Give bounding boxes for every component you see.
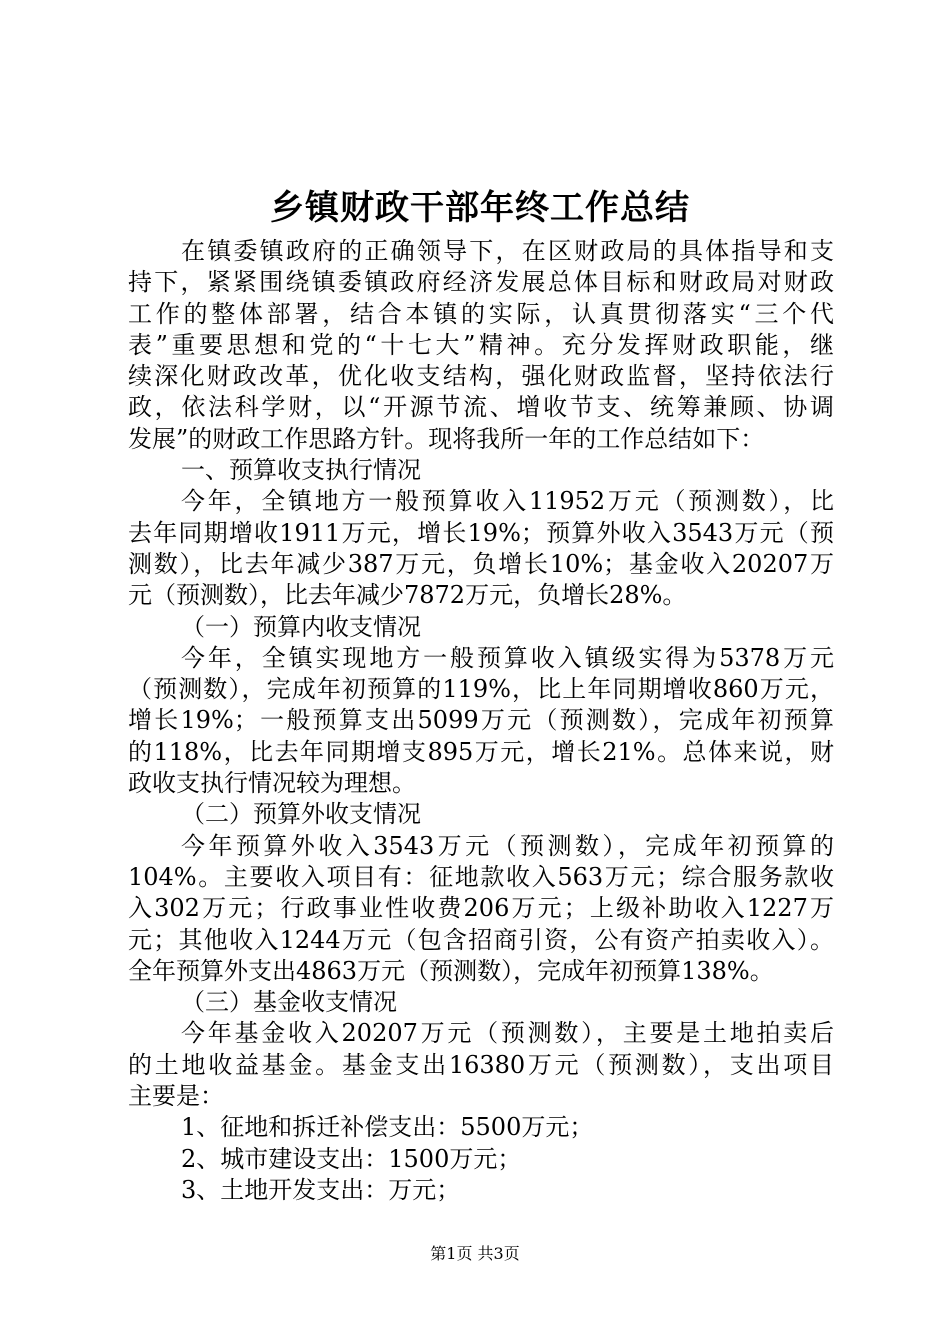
text-line: 104%。主要收入项目有：征地款收入563万元；综合服务款收 [128, 862, 834, 891]
subsection-heading: （一）预算内收支情况 [181, 612, 421, 641]
section-heading: 一、预算收支执行情况 [181, 456, 421, 485]
text-line: 今年，全镇地方一般预算收入11952万元（预测数），比 [181, 487, 834, 516]
text-line: （预测数），完成年初预算的119%，比上年同期增收860万元， [128, 675, 834, 704]
text-line: 持下，紧紧围绕镇委镇政府经济发展总体目标和财政局对财政 [128, 268, 834, 297]
text-line: 工作的整体部署，结合本镇的实际，认真贯彻落实“三个代 [128, 299, 834, 328]
text-line: 今年，全镇实现地方一般预算收入镇级实得为5378万元 [181, 643, 834, 672]
text-line: 主要是： [128, 1082, 224, 1111]
text-line: 元；其他收入1244万元（包含招商引资，公有资产拍卖收入）。 [128, 925, 834, 954]
text-line: 今年基金收入20207万元（预测数），主要是土地拍卖后 [181, 1019, 834, 1048]
document-body [128, 236, 834, 1206]
text-line: 发展”的财政工作思路方针。现将我所一年的工作总结如下： [128, 424, 765, 453]
subsection-heading: （二）预算外收支情况 [181, 800, 421, 829]
list-item: 1、征地和拆迁补偿支出：5500万元； [181, 1113, 594, 1142]
text-line: 政收支执行情况较为理想。 [128, 769, 416, 798]
text-line: 去年同期增收1911万元，增长19%；预算外收入3543万元（预 [128, 518, 834, 547]
text-line: 表”重要思想和党的“十七大”精神。充分发挥财政职能，继 [128, 330, 834, 359]
text-line: 的土地收益基金。基金支出16380万元（预测数），支出项目 [128, 1050, 834, 1079]
text-line: 今年预算外收入3543万元（预测数），完成年初预算的 [181, 831, 834, 860]
text-line: 续深化财政改革，优化收支结构，强化财政监督，坚持依法行 [128, 362, 834, 391]
subsection-heading: （三）基金收支情况 [181, 988, 397, 1017]
text-line: 入302万元；行政事业性收费206万元；上级补助收入1227万 [128, 894, 834, 923]
text-line: 元（预测数），比去年减少7872万元，负增长28%。 [128, 581, 687, 610]
text-line: 全年预算外支出4863万元（预测数），完成年初预算138%。 [128, 956, 774, 985]
list-item: 3、土地开发支出：万元； [181, 1175, 461, 1204]
text-line: 政，依法科学财，以“开源节流、增收节支、统筹兼顾、协调 [128, 393, 834, 422]
text-line: 增长19%；一般预算支出5099万元（预测数），完成年初预算 [128, 706, 834, 735]
text-line: 在镇委镇政府的正确领导下，在区财政局的具体指导和支 [181, 237, 834, 265]
page-footer: 第1页 共3页 [430, 1244, 520, 1263]
text-line: 测数），比去年减少387万元，负增长10%；基金收入20207万 [128, 549, 834, 578]
text-line: 的118%，比去年同期增支895万元，增长21%。总体来说，财 [128, 737, 834, 766]
document-title: 乡镇财政干部年终工作总结 [270, 188, 690, 228]
list-item: 2、城市建设支出：1500万元； [181, 1144, 522, 1173]
